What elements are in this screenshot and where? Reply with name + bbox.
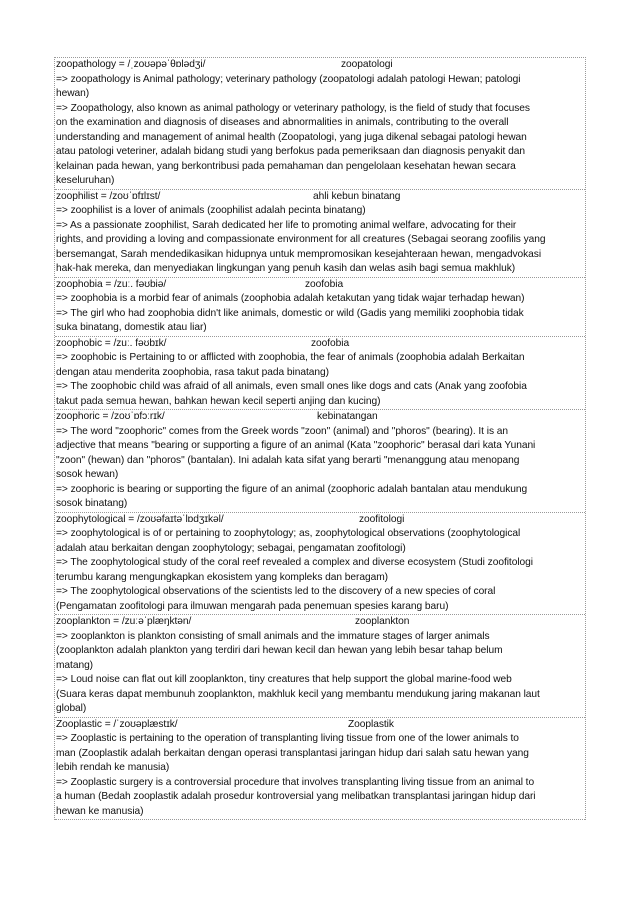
- translation: kebinatangan: [317, 411, 378, 422]
- headword: zoophilist = /zoʊˈɒfɪlɪst/: [56, 190, 161, 202]
- entry-heading: [55, 337, 585, 352]
- dictionary-entry: [55, 615, 585, 718]
- definition-line: atau patologi veteriner, adalah bidang studi yang berfokus pada pemeriksaan dan diagnosis penyakit dan: [56, 146, 525, 157]
- definition-line: => zoophobic is Pertaining to or afflicted with zoophobia, the fear of animals (zoophobia adalah Berkaitan: [56, 352, 525, 363]
- definition-line: understanding and management of animal health (Zoopatologi, yang juga dikenal sebagai patologi hewan: [56, 131, 527, 143]
- definition-line: (Pengamatan zoofitologi para ilmuwan mengarah pada penemuan spesies karang baru): [56, 600, 449, 612]
- entry-heading: [55, 718, 585, 733]
- definition-line: hewan): [56, 88, 90, 99]
- definition-line: => The girl who had zoophobia didn't like animals, domestic or wild (Gadis yang memiliki zoophobia tidak: [56, 307, 524, 319]
- translation: zoofobia: [311, 337, 350, 349]
- translation: zoofitologi: [359, 513, 405, 525]
- definition-line: kelainan pada hewan, yang berkontribusi pada pemahaman dan pengelolaan kesehatan hewan secara: [56, 160, 516, 172]
- definition-line: => zoophoric is bearing or supporting the figure of an animal (zoophoric adalah bantalan atau mendukung: [56, 483, 528, 495]
- translation: zooplankton: [355, 616, 410, 627]
- translation: Zooplastik: [348, 718, 394, 730]
- definition-line: sosok hewan): [56, 469, 119, 480]
- translation: ahli kebun binatang: [313, 190, 401, 202]
- definition-line: man (Zooplastik adalah berkaitan dengan operasi transplantasi jaringan hidup dari salah satu hewan yang: [56, 747, 529, 759]
- vocabulary-entries: [54, 57, 586, 820]
- headword: zoophobia = /zuː. fəʊbiə/: [56, 278, 167, 290]
- definition-line: a human (Bedah zooplastik adalah prosedur kontroversial yang melibatkan transplantasi jaringan hidup dari: [56, 791, 536, 802]
- definition-line: sosok binatang): [56, 498, 128, 509]
- definition-line: (Suara keras dapat membunuh zooplankton, makhluk kecil yang membantu mendukung jaring makanan laut: [56, 688, 540, 700]
- definition-line: keseluruhan): [56, 175, 115, 186]
- definition-line: => The word "zoophoric" comes from the Greek words "zoon" (animal) and "phoros" (bearing). It is an: [56, 425, 509, 437]
- dictionary-entry: [55, 513, 585, 616]
- definition-line: => Loud noise can flat out kill zooplankton, tiny creatures that help support the global marine-food web: [56, 674, 512, 685]
- headword: zoophoric = /zoʊˈɒfɔːrɪk/: [56, 411, 165, 422]
- definition-line: => zoophobia is a morbid fear of animals (zoophobia adalah ketakutan yang tidak wajar terhadap hewan): [56, 293, 525, 304]
- entry-heading: [55, 410, 585, 425]
- dictionary-entry: [55, 58, 585, 190]
- entry-heading: [55, 278, 585, 293]
- definition-line: => Zooplastic is pertaining to the operation of transplanting living tissue from one of the lower animals to: [56, 733, 519, 744]
- definition-line: => zoophytological is of or pertaining to zoophytology; as, zoophytological observations (zoophytological: [56, 528, 521, 539]
- definition-line: => The zoophytological observations of the scientists led to the discovery of a new species of coral: [56, 586, 496, 597]
- entry-heading: [55, 615, 585, 630]
- entry-heading: [55, 513, 585, 528]
- definition-line: rights, and providing a loving and compassionate environment for all creatures (Sebagai seorang zoofilis yang: [56, 234, 546, 245]
- entry-heading: [55, 58, 585, 73]
- definition-line: hewan ke manusia): [56, 805, 144, 817]
- dictionary-entry: [55, 337, 585, 411]
- definition-line: (zooplankton adalah plankton yang terdiri dari hewan kecil dan hewan yang lebih besar tahap belum: [56, 645, 503, 656]
- dictionary-entry: [55, 718, 585, 821]
- definition-line: "zoon" (hewan) dan "phoros" (bantalan). Ini adalah kata sifat yang berarti "menanggung atau menopang: [56, 454, 520, 466]
- headword: zoophobic = /zuː. fəʊbɪk/: [56, 337, 167, 349]
- headword: zoopathology = /ˌzoʊəpəˈθɒlədʒi/: [56, 59, 206, 70]
- definition-line: hak-hak mereka, dan menyediakan lingkungan yang penuh kasih dan welas asih bagi semua makhluk): [56, 263, 516, 274]
- definition-line: => zoopathology is Animal pathology; veterinary pathology (zoopatologi adalah patologi Hewan; patologi: [56, 73, 521, 85]
- definition-line: => As a passionate zoophilist, Sarah dedicated her life to promoting animal welfare, advocating for their: [56, 219, 517, 231]
- definition-line: global): [56, 703, 87, 714]
- definition-line: suka binatang, domestik atau liar): [56, 322, 207, 333]
- definition-line: lebih rendah ke manusia): [56, 762, 170, 773]
- definition-line: adjective that means "bearing or supporting a figure of an animal (Kata "zoophoric" berasal dari kata Yunani: [56, 440, 536, 451]
- definition-line: dengan atau menderita zoophobia, rasa takut pada binatang): [56, 366, 329, 378]
- definition-line: => The zoophytological study of the coral reef revealed a complex and diverse ecosystem (Studi zoofitologi: [56, 557, 533, 568]
- definition-line: => Zoopathology, also known as animal pathology or veterinary pathology, is the field of study that focuses: [56, 102, 530, 114]
- definition-line: => zoophilist is a lover of animals (zoophilist adalah pecinta binatang): [56, 205, 366, 216]
- dictionary-entry: [55, 278, 585, 337]
- definition-line: on the examination and diagnosis of diseases and abnormalities in animals, contributing to the overall: [56, 117, 509, 128]
- dictionary-entry: [55, 190, 585, 278]
- definition-line: => Zooplastic surgery is a controversial procedure that involves transplanting living tissue from an animal to: [56, 776, 535, 788]
- translation: zoofobia: [305, 278, 344, 290]
- dictionary-entry: [55, 410, 585, 513]
- definition-line: matang): [56, 659, 94, 671]
- definition-line: terumbu karang mengungkapkan ekosistem yang kompleks dan beragam): [56, 571, 388, 583]
- headword: Zooplastic = /ˈzoʊəplæstɪk/: [56, 718, 178, 730]
- translation: zoopatologi: [341, 59, 393, 70]
- headword: zoophytological = /zoʊəfaɪtəˈlɒdʒɪkəl/: [56, 513, 224, 525]
- entry-heading: [55, 190, 585, 205]
- headword: zooplankton = /zuːəˈplæŋktən/: [56, 616, 192, 627]
- definition-line: adalah atau berkaitan dengan zoophytology; sebagai, pengamatan zoofitologi): [56, 542, 406, 554]
- definition-line: takut pada semua hewan, bahkan hewan kecil seperti anjing dan kucing): [56, 395, 381, 407]
- definition-line: bersemangat, Sarah mendedikasikan hidupnya untuk mempromosikan kesejahteraan hewan, mengadvokasi: [56, 248, 542, 260]
- definition-line: => The zoophobic child was afraid of all animals, even small ones like dogs and cats (Anak yang zoofobia: [56, 381, 527, 392]
- definition-line: => zooplankton is plankton consisting of small animals and the immature stages of larger animals: [56, 630, 490, 642]
